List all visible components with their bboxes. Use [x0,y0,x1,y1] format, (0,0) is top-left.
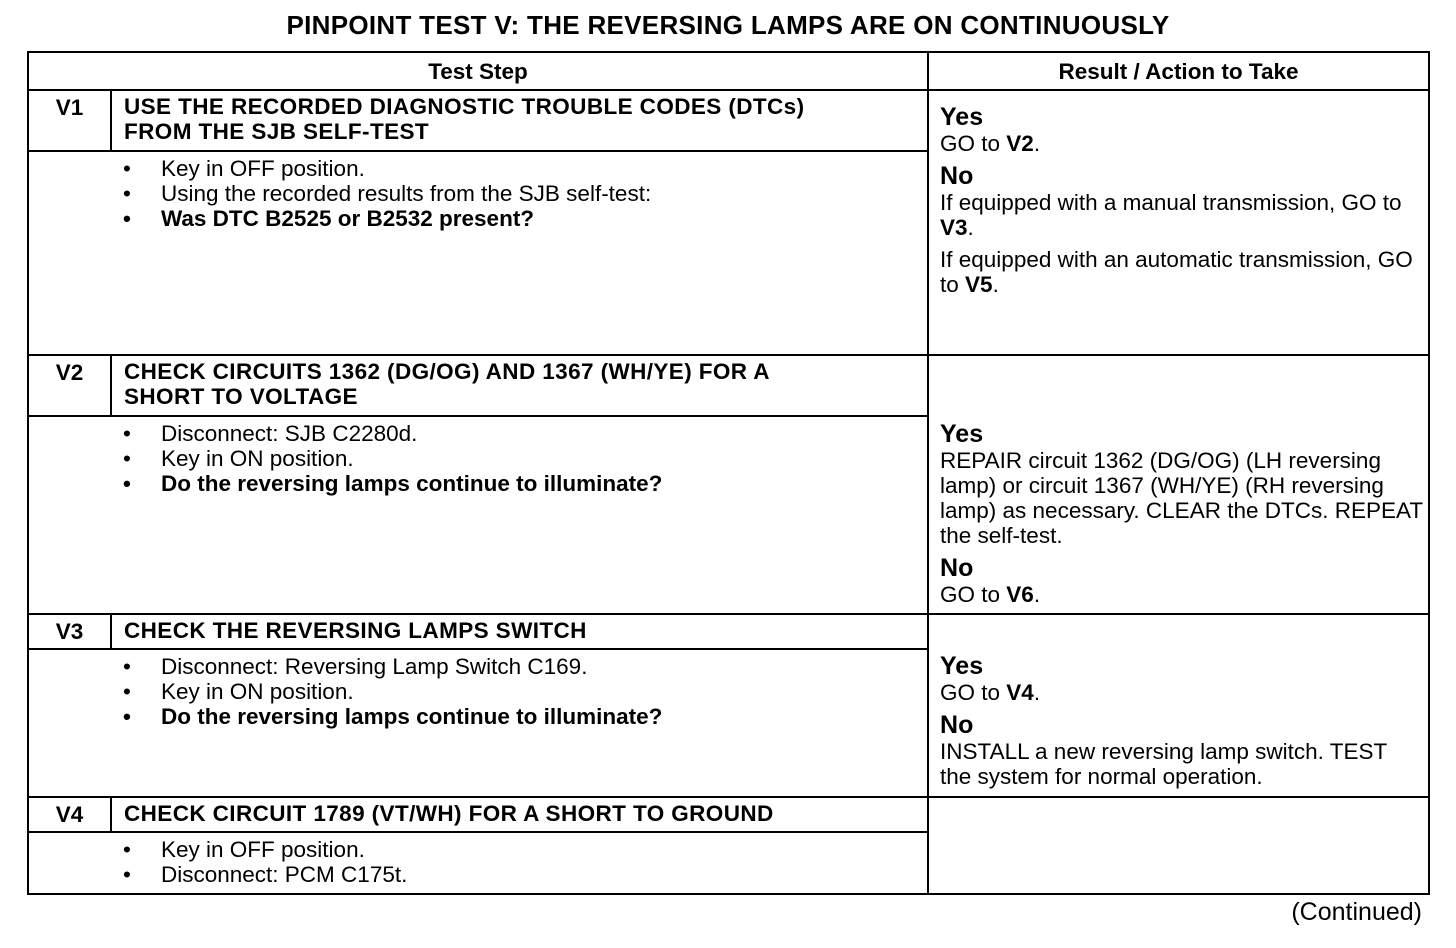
step-question: • Do the reversing lamps continue to illuminate? [123,471,663,496]
step-id: V3 [28,614,111,649]
step-v3-title-row [28,614,1429,649]
yes-label: Yes [940,652,984,680]
page-title: PINPOINT TEST V: THE REVERSING LAMPS ARE ON CONTINUOUSLY [286,10,1170,40]
step-title [111,614,928,649]
step-id: V2 [28,355,111,416]
list-item: • Key in OFF position. [123,156,365,181]
no-action: INSTALL a new reversing lamp switch. TEST the system for normal operation. [940,739,1387,789]
step-id: V4 [28,797,111,832]
step-question: • Was DTC B2525 or B2532 present? [123,206,535,231]
no-label: No [940,162,974,190]
step-id: V1 [28,90,111,151]
list-item: • Using the recorded results from the SJB self-test: [123,181,652,206]
yes-label: Yes [940,420,984,448]
step-v2-result [928,355,1429,614]
step-title-line: FROM THE SJB SELF-TEST [124,119,430,144]
no-action-automatic: If equipped with an automatic transmission, GO to V5. [940,247,1413,297]
step-title [111,355,928,416]
step-body [111,832,928,894]
list-item: • Key in ON position. [123,446,354,471]
step-title-line: USE THE RECORDED DIAGNOSTIC TROUBLE CODES (DTCs) [124,94,805,119]
step-title-line: CHECK THE REVERSING LAMPS SWITCH [124,618,587,643]
step-title-line: CHECK CIRCUIT 1789 (VT/WH) FOR A SHORT TO GROUND [124,801,774,826]
yes-action: REPAIR circuit 1362 (DG/OG) (LH reversing lamp) or circuit 1367 (WH/YE) (RH reversing lamp) as necessary. CLEAR the DTCs. REPEAT the self-test. [940,448,1423,548]
no-label: No [940,711,974,739]
list-item: • Disconnect: SJB C2280d. [123,421,418,446]
continued-label: (Continued) [1291,898,1422,926]
header-test-step: Test Step [28,52,928,90]
step-v2-title-row [28,355,1429,416]
table-header-row [28,52,1429,90]
step-v4-result [928,797,1429,894]
no-action: GO to V6. [940,582,1041,607]
yes-action: GO to V2. [940,131,1041,156]
header-result-action: Result / Action to Take [928,52,1429,90]
step-body [111,416,928,614]
yes-label: Yes [940,103,984,131]
step-title-line: SHORT TO VOLTAGE [124,384,358,409]
list-item: • Key in OFF position. [123,837,365,862]
step-title-line: CHECK CIRCUITS 1362 (DG/OG) AND 1367 (WH/YE) FOR A [124,359,770,384]
step-title [111,797,928,832]
list-item: • Disconnect: Reversing Lamp Switch C169. [123,654,588,679]
no-label: No [940,554,974,582]
yes-action: GO to V4. [940,680,1041,705]
pinpoint-test-table [27,51,1430,895]
step-v1-result [928,90,1429,355]
step-v3-result [928,614,1429,797]
step-body [111,649,928,797]
list-item: • Disconnect: PCM C175t. [123,862,408,887]
step-body [111,151,928,355]
list-item: • Key in ON position. [123,679,354,704]
step-question: • Do the reversing lamps continue to illuminate? [123,704,663,729]
step-v1-title-row [28,90,1429,151]
no-action-manual: If equipped with a manual transmission, GO to V3. [940,190,1402,240]
step-title [111,90,928,151]
step-v4-title-row [28,797,1429,832]
